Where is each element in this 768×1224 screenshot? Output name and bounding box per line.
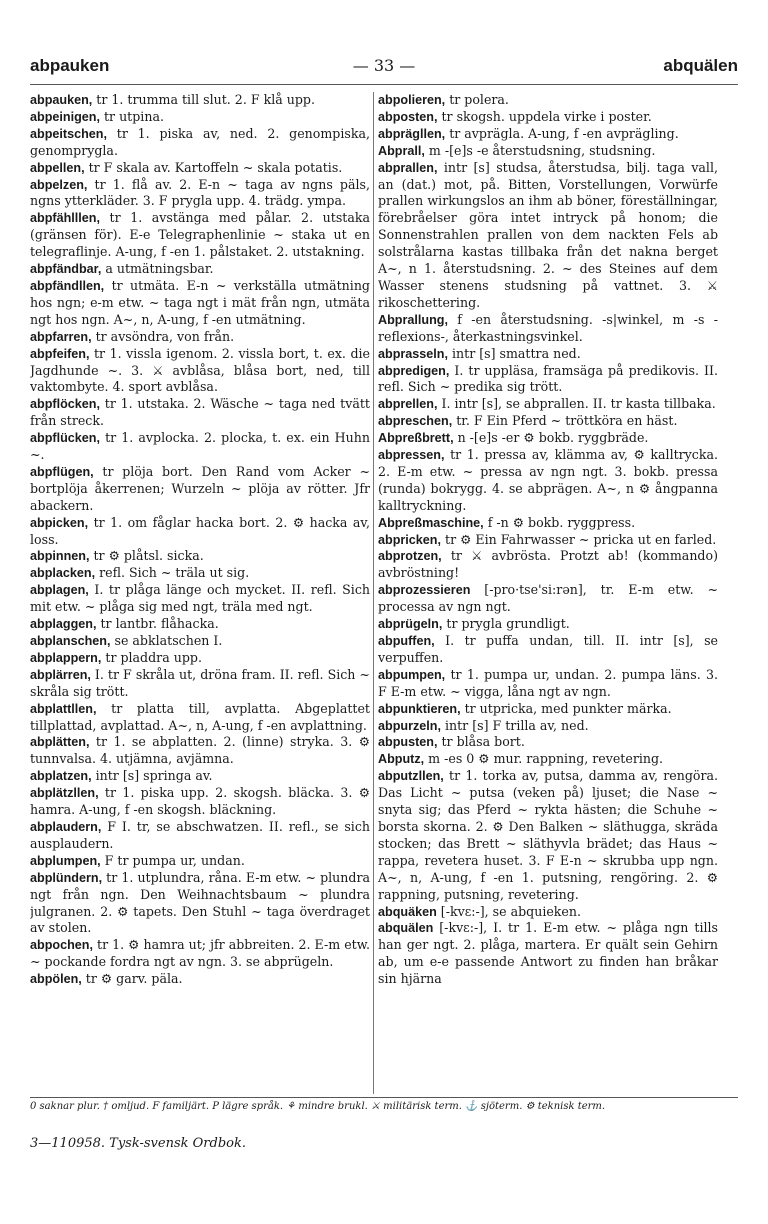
definition: tr utpricka, med punkter märka. bbox=[460, 700, 672, 716]
dictionary-entry bbox=[378, 109, 718, 126]
headword: abpreschen, bbox=[378, 414, 453, 429]
headword: abprügeln, bbox=[378, 617, 443, 632]
definition: refl. Sich ~ träla ut sig. bbox=[95, 565, 250, 581]
definition: tr avsöndra, von från. bbox=[91, 328, 235, 344]
definition: tr 1. se abplatten. 2. (linne) stryka. 3. ⚙ tunnvalsa. 4. utjämna, avjämna. bbox=[30, 734, 370, 767]
headword: abpfändbar, bbox=[30, 262, 102, 277]
dictionary-entry bbox=[378, 548, 718, 582]
headword: abplätzllen, bbox=[30, 786, 99, 801]
headword: abplaggen, bbox=[30, 617, 97, 632]
headword: abprasseln, bbox=[378, 346, 448, 361]
dictionary-entry bbox=[378, 701, 718, 718]
definition: tr 1. avstänga med pålar. 2. utstaka (gränsen för). E-e Telegraphenlinie ~ staka ut en telegraflinje. A-ung, f -en 1. pålstaket. 2. utstakning. bbox=[30, 210, 370, 260]
headword: Abputz, bbox=[378, 752, 425, 767]
dictionary-entry bbox=[30, 126, 370, 160]
page-number: — 33 — bbox=[352, 56, 416, 75]
dictionary-entry bbox=[378, 143, 718, 160]
dictionary-columns bbox=[30, 92, 738, 1094]
headword: abpressen, bbox=[378, 448, 445, 463]
dictionary-entry bbox=[30, 701, 370, 735]
dictionary-entry bbox=[30, 278, 370, 329]
headword: abplanschen, bbox=[30, 634, 111, 648]
definition: tr. F Ein Pferd ~ tröttköra en häst. bbox=[452, 413, 678, 429]
definition: tr 1. ⚙ hamra ut; jfr abbreiten. 2. E-m etw. ~ pockande fordra ngt av ngn. 3. se abprügeln. bbox=[30, 937, 370, 970]
definition: tr 1. torka av, putsa, damma av, rengöra. Das Licht ~ putsa (veken på) ljuset; die Nase ~ snyta sig; das Pferd ~ rykta hästen; die Schuhe ~ borsta skorna. 2. ⚙ Den Balken ~ släthugga, skräda stocken; das Brett ~ släthyvla brädet; das Haus ~ rappa, revetera huset. 3. F E-n ~ skrubba upp ngn. A~, n, A-ung, f -en 1. putsning, rengöring. 2. ⚙ rappning, putsning, revetering. bbox=[378, 768, 718, 902]
header-left-guideword: abpauken bbox=[30, 56, 110, 75]
definition: intr [s] smattra ned. bbox=[448, 345, 581, 361]
headword: abpauken, bbox=[30, 93, 93, 107]
dictionary-entry bbox=[378, 582, 718, 616]
headword: abpflöcken, bbox=[30, 397, 100, 412]
definition: tr skogsh. uppdela virke i poster. bbox=[437, 108, 652, 124]
headword: abpunktieren, bbox=[378, 701, 461, 716]
dictionary-entry bbox=[378, 160, 718, 312]
headword: abpricken, bbox=[378, 532, 441, 547]
headword: abplattllen, bbox=[30, 701, 97, 716]
definition: [-pro·tse'si:rən], tr. E-m etw. ~ processa av ngn ngt. bbox=[378, 582, 718, 615]
abbreviation-legend: 0 saknar plur. † omljud. F familjärt. P lägre språk. ⚘ mindre brukl. ⚔ militärisk term. ⚓ sjöterm. ⚙ teknisk term. bbox=[30, 1101, 606, 1112]
definition: I. tr uppläsa, framsäga på predikovis. II. refl. Sich ~ predika sig trött. bbox=[378, 362, 718, 395]
definition: I. tr F skråla ut, dröna fram. II. refl. Sich ~ skråla sig trött. bbox=[30, 666, 370, 699]
definition: tr 1. vissla igenom. 2. vissla bort, t. ex. die Jagdhunde ~. 3. ⚔ avblåsa, blåsa bort, ned, till vaktombyte. 4. sport avblåsa. bbox=[30, 345, 370, 395]
dictionary-entry bbox=[378, 413, 718, 430]
dictionary-entry bbox=[30, 177, 370, 211]
definition: tr ⚙ garv. päla. bbox=[81, 971, 183, 987]
headword: abpfählllen, bbox=[30, 211, 100, 226]
dictionary-entry bbox=[30, 92, 370, 109]
dictionary-entry bbox=[30, 870, 370, 938]
dictionary-entry bbox=[30, 210, 370, 261]
headword: abpredigen, bbox=[378, 363, 450, 378]
definition: [-kvɛ:-], se abquieken. bbox=[436, 903, 581, 919]
definition: tr 1. pumpa ur, undan. 2. pumpa läns. 3. F E-m etw. ~ vigga, låna ngt av ngn. bbox=[378, 666, 718, 699]
dictionary-entry bbox=[378, 904, 718, 921]
column-divider bbox=[373, 92, 374, 1094]
definition: tr 1. avplocka. 2. plocka, t. ex. ein Huhn ~. bbox=[30, 430, 370, 463]
headword: abprozessieren bbox=[378, 583, 471, 598]
definition: tr blåsa bort. bbox=[437, 734, 525, 750]
headword: abplündern, bbox=[30, 870, 103, 885]
definition: m -[e]s -e återstudsning, studsning. bbox=[424, 142, 656, 158]
definition: tr utmäta. E-n ~ verkställa utmätning hos ngn; e-m etw. ~ taga ngt i mät från ngn, utmäta ngt hos ngn. A~, n, A-ung, f -en utmätning. bbox=[30, 277, 370, 327]
headword: abposten, bbox=[378, 109, 438, 124]
dictionary-entry bbox=[378, 633, 718, 667]
dictionary-entry bbox=[30, 261, 370, 278]
definition: tr prygla grundligt. bbox=[442, 616, 570, 632]
headword: abpfändllen, bbox=[30, 278, 105, 293]
dictionary-entry bbox=[30, 515, 370, 549]
dictionary-entry bbox=[378, 430, 718, 447]
definition: m -es 0 ⚙ mur. rappning, revetering. bbox=[424, 751, 664, 767]
headword: abplagen, bbox=[30, 583, 89, 598]
headword: abplumpen, bbox=[30, 853, 101, 868]
dictionary-entry bbox=[30, 937, 370, 971]
definition: tr 1. flå av. 2. E-n ~ taga av ngns päls, ngns ytterkläder. 3. F prygla upp. 4. trädg. ympa. bbox=[30, 176, 370, 209]
dictionary-entry bbox=[378, 667, 718, 701]
dictionary-entry bbox=[378, 768, 718, 903]
dictionary-entry bbox=[30, 346, 370, 397]
definition: I. intr [s], se abprallen. II. tr kasta tillbaka. bbox=[437, 396, 716, 412]
dictionary-entry bbox=[30, 430, 370, 464]
definition: tr ⚔ avbrösta. Protzt ab! (kommando) avbröstning! bbox=[378, 548, 718, 581]
headword: abpolieren, bbox=[378, 93, 446, 107]
definition: tr 1. piska upp. 2. skogsh. bläcka. 3. ⚙ hamra. A-ung, f -en skogsh. bläckning. bbox=[30, 785, 370, 818]
headword: abquälen bbox=[378, 921, 434, 936]
printer-signature: 3—110958. Tysk-svensk Ordbok. bbox=[30, 1136, 247, 1151]
definition: [-kvɛ:-], I. tr 1. E-m etw. ~ plåga ngn tills han ger ngt. 2. plåga, martera. Er quält sein Gehirn ab, um e-e passende Antwort zu finden han bråkar sin hjärna bbox=[378, 920, 718, 987]
headword: abprellen, bbox=[378, 397, 438, 412]
headword: abpflügen, bbox=[30, 464, 94, 479]
dictionary-entry bbox=[378, 751, 718, 768]
headword: abputzllen, bbox=[378, 769, 444, 784]
dictionary-entry bbox=[30, 853, 370, 870]
definition: se abklatschen I. bbox=[110, 633, 223, 648]
definition: tr platta till, avplatta. Abgeplattet tillplattad, avplattad. A~, n, A-ung, f -en avplattning. bbox=[30, 700, 370, 733]
dictionary-entry bbox=[378, 126, 718, 143]
definition: I. tr puffa undan, till. II. intr [s], se verpuffen. bbox=[378, 633, 718, 665]
headword: abplacken, bbox=[30, 566, 96, 581]
headword: abplätten, bbox=[30, 735, 90, 750]
definition: tr ⚙ plåtsl. sicka. bbox=[89, 548, 204, 564]
definition: f -en återstudsning. -s|winkel, m -s - reflexions-, återkastningsvinkel. bbox=[378, 311, 718, 344]
definition: intr [s] studsa, återstudsa, bilj. taga vall, an (dat.) mot, på. Bitten, Vorstellungen, Vorwürfe prallen wirkungslos an ihm ab böner, föreställningar, förebråelser göra intet intryck på honom; die Sonnenstrahlen prallen von dem nackten Fels ab solstrålarna kastas tillbaka från det nakna berget A~, n 1. återstudsning. 2. ~ des Steines auf dem Wasser stenens studsning på vattnet. 3. ⚔ rikoschettering. bbox=[378, 159, 718, 310]
definition: tr lantbr. flåhacka. bbox=[96, 616, 219, 632]
dictionary-entry bbox=[378, 734, 718, 751]
headword: abpfeifen, bbox=[30, 346, 90, 361]
headword: abpfarren, bbox=[30, 329, 92, 344]
definition: tr 1. trumma till slut. 2. F klå upp. bbox=[92, 92, 315, 107]
dictionary-entry bbox=[30, 785, 370, 819]
definition: f -n ⚙ bokb. ryggpress. bbox=[483, 514, 636, 530]
definition: F I. tr, se abschwatzen. II. refl., se sich ausplaudern. bbox=[30, 818, 370, 851]
headword: abquäken bbox=[378, 904, 437, 919]
dictionary-entry bbox=[30, 616, 370, 633]
dictionary-entry bbox=[378, 532, 718, 549]
dictionary-entry bbox=[30, 650, 370, 667]
headword: abpuffen, bbox=[378, 634, 435, 648]
headword: abpusten, bbox=[378, 735, 438, 750]
dictionary-entry bbox=[378, 718, 718, 735]
headword: abpellen, bbox=[30, 160, 85, 175]
definition: tr utpina. bbox=[99, 108, 164, 124]
dictionary-entry bbox=[30, 464, 370, 515]
dictionary-entry bbox=[30, 396, 370, 430]
dictionary-entry bbox=[30, 582, 370, 616]
headword: abplatzen, bbox=[30, 769, 92, 784]
dictionary-entry bbox=[30, 734, 370, 768]
dictionary-entry bbox=[378, 92, 718, 109]
headword: abpelzen, bbox=[30, 177, 88, 192]
definition: tr polera. bbox=[445, 92, 509, 107]
headword: abprotzen, bbox=[378, 549, 442, 564]
headword: abpicken, bbox=[30, 515, 89, 530]
dictionary-entry bbox=[30, 329, 370, 346]
dictionary-entry bbox=[30, 768, 370, 785]
dictionary-entry bbox=[30, 548, 370, 565]
dictionary-entry bbox=[30, 819, 370, 853]
definition: tr 1. om fåglar hacka bort. 2. ⚙ hacka av, loss. bbox=[30, 514, 370, 547]
dictionary-entry bbox=[378, 447, 718, 515]
header-right-guideword: abquälen bbox=[663, 56, 738, 75]
dictionary-entry bbox=[378, 616, 718, 633]
dictionary-entry bbox=[378, 346, 718, 363]
definition: tr plöja bort. Den Rand vom Acker ~ bortplöja åkerrenen; Wurzeln ~ plöja av rötter. Jfr abackern. bbox=[30, 463, 370, 513]
headword: abplaudern, bbox=[30, 819, 102, 834]
definition: tr 1. pressa av, klämma av, ⚙ kalltrycka. 2. E-m etw. ~ pressa av ngn ngt. 3. bokb. pressa (runda) bokrygg. 4. se abprägen. A~, n ⚙ ångpanna kalltryckning. bbox=[378, 447, 718, 513]
headword: Abprall, bbox=[378, 143, 425, 158]
headword: abprägllen, bbox=[378, 126, 446, 141]
headword: Abpreßmaschine, bbox=[378, 515, 484, 530]
headword: Abpreßbrett, bbox=[378, 431, 454, 446]
definition: tr pladdra upp. bbox=[101, 649, 202, 665]
dictionary-entry bbox=[378, 920, 718, 988]
definition: F tr pumpa ur, undan. bbox=[100, 852, 245, 868]
definition: intr [s] F trilla av, ned. bbox=[440, 717, 589, 733]
headword: abpurzeln, bbox=[378, 718, 441, 733]
headword: abpochen, bbox=[30, 938, 93, 953]
definition: tr 1. utstaka. 2. Wäsche ~ taga ned tvätt från streck. bbox=[30, 396, 370, 429]
headword: abplappern, bbox=[30, 650, 102, 665]
dictionary-entry bbox=[378, 396, 718, 413]
definition: intr [s] springa av. bbox=[91, 768, 213, 784]
right-column bbox=[378, 92, 718, 1094]
headword: abprallen, bbox=[378, 160, 438, 175]
definition: tr ⚙ Ein Fahrwasser ~ pricka ut en farled. bbox=[441, 531, 717, 547]
headword: Abprallung, bbox=[378, 312, 448, 327]
dictionary-entry bbox=[30, 160, 370, 177]
left-column bbox=[30, 92, 370, 1094]
dictionary-entry bbox=[30, 971, 370, 988]
definition: tr 1. utplundra, råna. E-m etw. ~ plundra ngt från ngn. Den Weihnachtsbaum ~ plundra julgranen. 2. ⚙ tapets. Den Stuhl ~ taga överdraget av stolen. bbox=[30, 869, 370, 936]
headword: abpinnen, bbox=[30, 549, 90, 564]
definition: I. tr plåga länge och mycket. II. refl. Sich mit etw. ~ plåga sig med ngt, träla med ngt. bbox=[30, 582, 370, 615]
definition: n -[e]s -er ⚙ bokb. ryggbräde. bbox=[453, 430, 649, 446]
headword: abpeinigen, bbox=[30, 109, 100, 124]
definition: tr avprägla. A-ung, f -en avprägling. bbox=[445, 125, 679, 141]
dictionary-entry bbox=[378, 312, 718, 346]
footer-rule bbox=[30, 1097, 738, 1098]
headword: abpflücken, bbox=[30, 431, 100, 446]
dictionary-entry bbox=[30, 633, 370, 650]
dictionary-entry bbox=[30, 109, 370, 126]
dictionary-entry bbox=[378, 515, 718, 532]
definition: tr 1. piska av, ned. 2. genompiska, genomprygla. bbox=[30, 125, 370, 158]
page-header bbox=[30, 56, 738, 82]
definition: a utmätningsbar. bbox=[101, 261, 214, 277]
dictionary-entry bbox=[30, 565, 370, 582]
headword: abpölen, bbox=[30, 972, 82, 987]
headword: abplärren, bbox=[30, 667, 91, 682]
headword: abpumpen, bbox=[378, 667, 446, 682]
dictionary-entry bbox=[30, 667, 370, 701]
headword: abpeitschen, bbox=[30, 126, 107, 141]
definition: tr F skala av. Kartoffeln ~ skala potatis. bbox=[84, 159, 343, 175]
header-rule bbox=[30, 84, 738, 85]
dictionary-entry bbox=[378, 363, 718, 397]
